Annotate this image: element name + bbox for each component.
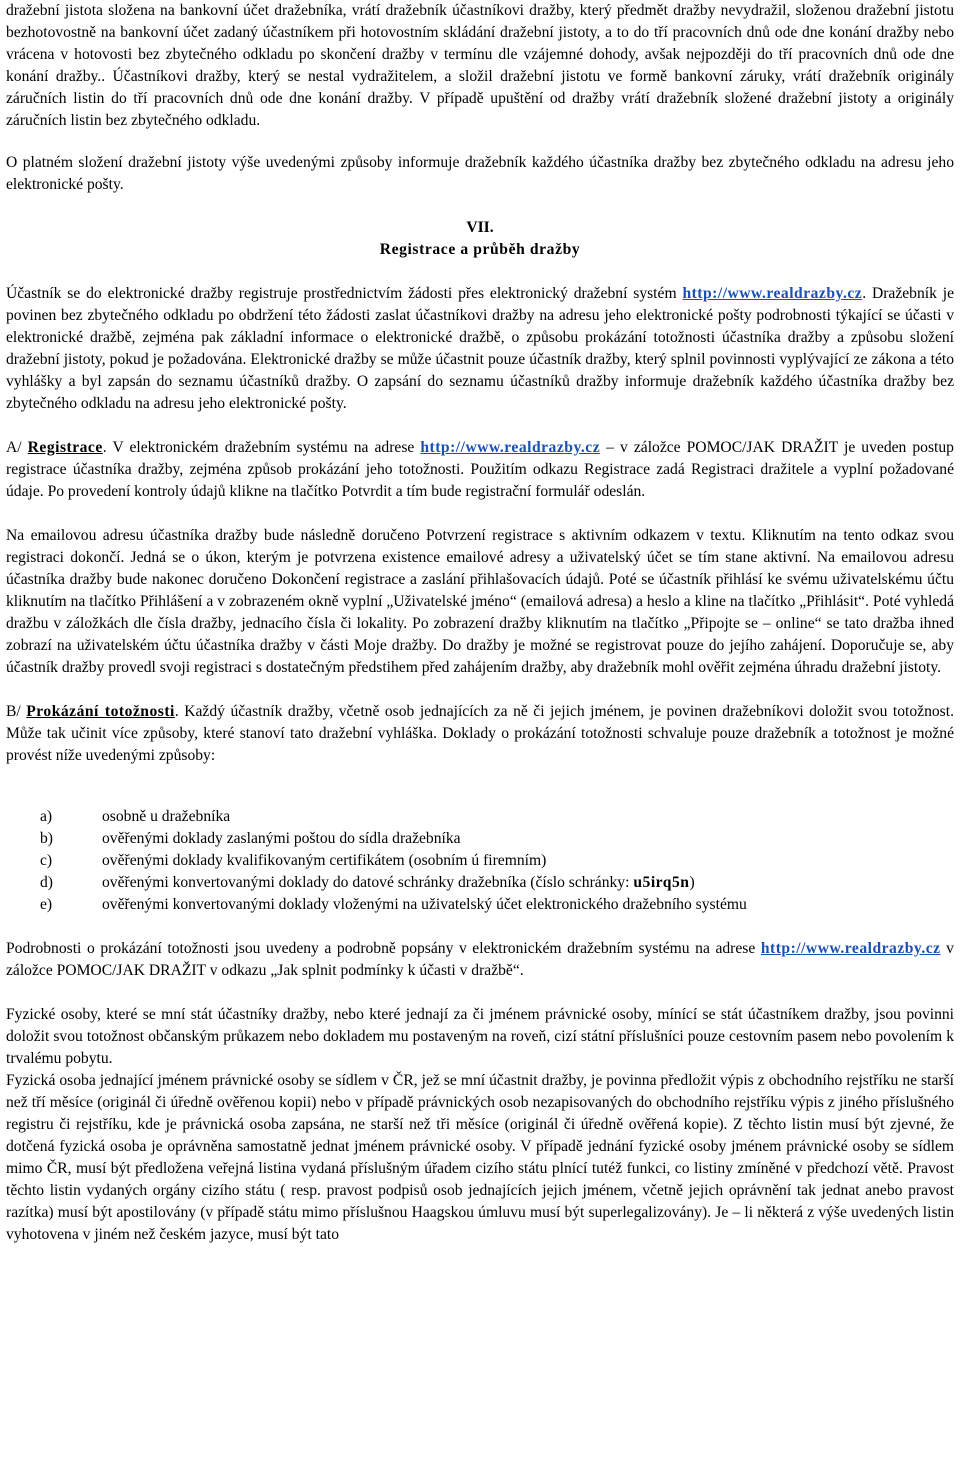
identity-details-rest: v záložce POMOC/JAK DRAŽIT v odkazu „Jak splnit podmínky k účasti v dražbě“.	[6, 940, 954, 979]
list-marker: b)	[40, 830, 53, 847]
paragraph-deposit-return: dražební jistota složena na bankovní účet dražebníka, vrátí dražebník účastníkovi dražby, který předmět dražby nevydražil, složenou dražební jistotu bezhotovostně na bankovní účet zadaný účastníkem při hotovostním skládání dražební jistoty, a to do tří pracovních dnů ode dne konání dražby nebo vrácena v hotovosti bez zbytečného odkladu po skončení dražby v termínu dle vzájemné dohody, avšak nejpozději do tří pracovních dnů ode dne konání dražby.. Účastníkovi dražby, který se nestal vydražitelem, a složil dražební jistotu ve formě bankovní záruky, vrátí dražebník originály záručních listin do tří pracovních dnů ode dne konání dražby. V případě upuštění od dražby vrátí dražebník složené dražební jistoty a originály záručních listin bez zbytečného odkladu.	[6, 2, 954, 129]
paragraph-identity-b	[6, 701, 954, 767]
registration-intro-text: Účastník se do elektronické dražby registruje prostřednictvím žádosti přes elektronický dražební systém	[6, 285, 677, 302]
document-page	[6, 0, 954, 1246]
list-marker: c)	[40, 852, 53, 869]
paragraph-legal-persons: Fyzická osoba jednající jménem právnické osoby se sídlem v ČR, jež se mní účastnit dražby, je povinna předložit výpis z obchodního rejstříku ne starší než tří měsíce (originál či úředně ověřenou kopii) nebo v případě právnických osob nezapisovaných do obchodního rejstříku výpis z jiného příslušného registru či rejstříku, kde je právnická osoba zapsána, ne starší než tři měsíce (originál či úředně ověřená kopie). Z těchto listin musí být zjevné, že dotčená fyzická osoba je oprávněna samostatně jednat jménem právnické osoby. V případě jednání fyzické osoby jménem právnické osoby se sídlem mimo ČR, musí být předložena veřejná listina vydaná příslušným úřadem cizího státu plnící tutéž funkci, co listiny zmíněné v předchozí větě. Pravost těchto listin vydaných orgány cizího státu ( resp. pravost podpisů osob jednajících jejich jménem, včetně jejich oprávnění tak jednat anebo pravost razítka) musí být apostilovány (v případě státu mimo příslušnou Haagskou úmluvu musí být superlegalizovány). Je – li některá z výše uvedených listin vyhotovena v jiném než českém jazyce, musí být tato	[6, 1072, 954, 1243]
list-item	[6, 806, 954, 828]
list-text: osobně u dražebníka	[102, 808, 231, 825]
paragraph-identity-details	[6, 938, 954, 982]
paragraph-registration-a	[6, 437, 954, 503]
registration-intro-rest: . Dražebník je povinen bez zbytečného odkladu po obdržení této žádosti zaslat účastníkovi dražby na adresu jeho elektronické pošty podrobnosti týkající se účasti v elektronické dražbě, zejména pak základní informace o elektronické dražbě, o způsobu prokázání totožnosti účastníka dražby a způsobu složení dražební jistoty, pokud je požadována. Elektronické dražby se může účastnit pouze účastník dražby, který splnil povinnosti vyplývající ze zákona a této vyhlášky a byl zapsán do seznamu účastníků dražby. O zapsání do seznamu účastníků dražby informuje dražebník každého účastníka dražby bez zbytečného odkladu na adresu jeho elektronické pošty.	[6, 285, 954, 412]
list-text: ověřenými konvertovanými doklady vloženými na uživatelský účet elektronického dražebního systému	[102, 896, 747, 913]
list-marker: e)	[40, 896, 53, 913]
realdrazby-link[interactable]: http://www.realdrazby.cz	[760, 940, 941, 957]
list-item	[6, 894, 954, 916]
list-text-body: ověřenými konvertovanými doklady do datové schránky dražebníka (číslo schránky:	[102, 874, 630, 891]
list-text	[102, 872, 695, 894]
list-item	[6, 850, 954, 872]
identity-details-text: Podrobnosti o prokázání totožnosti jsou uvedeny a podrobně popsány v elektronickém dražebním systému na adrese	[6, 940, 756, 957]
section-number: VII.	[466, 219, 494, 236]
list-text: ověřenými doklady zaslanými poštou do sídla dražebníka	[102, 830, 461, 847]
identity-b-text: . Každý účastník dražby, včetně osob jednajících za ně či jejich jménem, je povinen dražebníkovi doložit svou totožnost. Může tak učinit více způsoby, které stanoví tato dražební vyhláška. Doklady o prokázání totožnosti schvaluje pouze dražebník a totožnost je možné provést níže uvedenými způsoby:	[6, 703, 954, 764]
registration-a-text: – v záložce POMOC/JAK DRAŽIT je uveden postup registrace účastníka dražby, zejména způsob prokázání jeho totožnosti. Použitím odkazu Registrace zadá Registraci dražitele a vyplní požadované údaje. Po provedení kontroly údajů klikne na tlačítko Potvrdit a tím bude registrační formulář odeslán.	[6, 439, 954, 500]
list-marker: d)	[40, 874, 53, 891]
identity-methods-list	[6, 806, 954, 916]
databox-close: )	[689, 874, 695, 891]
realdrazby-link[interactable]: http://www.realdrazby.cz	[682, 285, 863, 302]
item-prefix-a: A/	[6, 439, 22, 456]
list-text: ověřenými doklady kvalifikovaným certifikátem (osobním ú firemním)	[102, 852, 547, 869]
registration-a-mid: . V elektronickém dražebním systému na adrese	[102, 439, 415, 456]
paragraph-email-confirmation: Na emailovou adresu účastníka dražby bude následně doručeno Potvrzení registrace s aktivním odkazem v textu. Kliknutím na tento odkaz svou registraci dokončí. Jedná se o úkon, kterým je potvrzena existence emailové adresy a uživatelský účet se tím stane aktivní. Na emailovou adresu účastníka dražby bude nakonec doručeno Dokončení registrace a zaslání přihlašovacích údajů. Poté se účastník přihlásí ke svému uživatelskému účtu kliknutím na tlačítko Přihlášení a v zobrazeném okně vyplní „Uživatelské jméno“ (emailová adresa) a heslo a kline na tlačítko „Přihlásit“. Poté vyhledá dražbu v záložkách dle čísla dražby, jednacího čísla či lokality. Po zobrazení dražby kliknutím na tlačítko „Připojte se – online“ se tato dražba ihned zobrazí na uživatelském účtu účastníka dražby v části Moje dražby. Do dražby je možné se registrovat pouze do jejího zahájení. Doporučuje se, aby účastník dražby provedl svoji registraci s dostatečným předstihem před zahájením dražby, aby dražebník mohl ověřit zejména úhradu dražební jistoty.	[6, 527, 954, 676]
paragraph-natural-persons: Fyzické osoby, které se mní stát účastníky dražby, nebo které jednají za či jménem právnické osoby, mínící se stát účastníkem dražby, jsou povinni doložit svou totožnost občanským průkazem nebo dokladem mu postaveným na roveň, cizí státní příslušníci pouze cestovním pasem nebo povolením k trvalému pobytu.	[6, 1006, 954, 1067]
paragraph-deposit-confirmation: O platném složení dražební jistoty výše uvedenými způsoby informuje dražebník každého účastníka dražby bez zbytečného odkladu na adresu jeho elektronické pošty.	[6, 154, 954, 193]
realdrazby-link[interactable]: http://www.realdrazby.cz	[420, 439, 601, 456]
databox-id: u5irq5n	[633, 874, 690, 891]
list-marker: a)	[40, 808, 53, 825]
item-prefix-b: B/	[6, 703, 21, 720]
identity-heading: Prokázání totožnosti	[26, 703, 175, 720]
paragraph-registration-intro	[6, 283, 954, 415]
section-title: Registrace a průběh dražby	[379, 241, 581, 258]
registrace-heading: Registrace	[27, 439, 103, 456]
list-item	[6, 828, 954, 850]
list-item	[6, 872, 954, 894]
